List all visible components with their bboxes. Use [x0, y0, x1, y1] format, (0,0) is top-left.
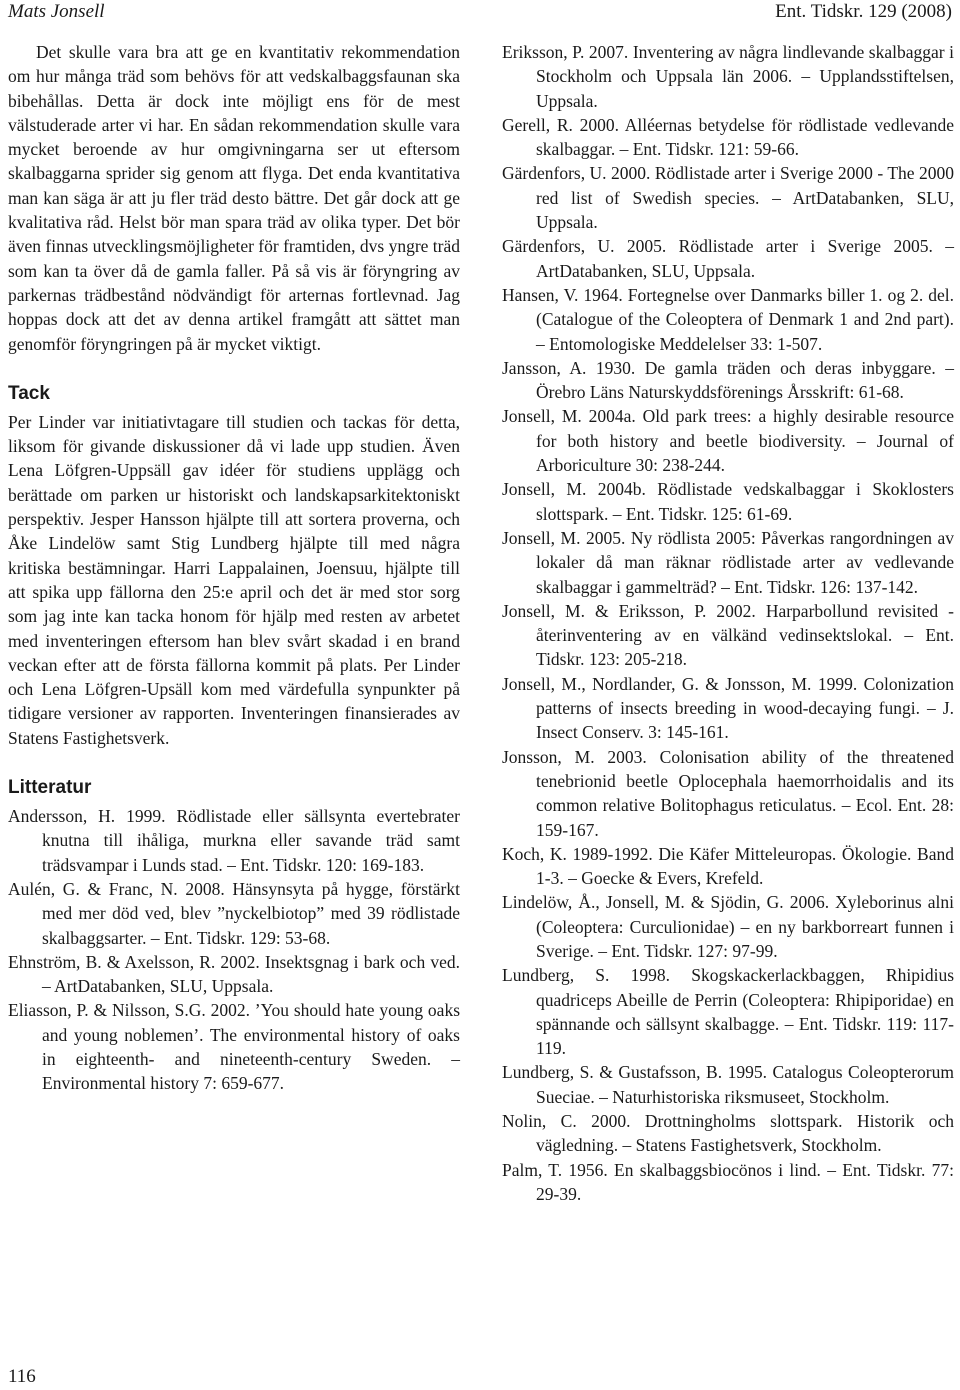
page-number: 116	[8, 1366, 36, 1387]
reference-item: Jonsell, M. 2004a. Old park trees: a highly desirable resource for both history and beetle biodiversity. – Journal of Arboriculture 30: 238-244.	[502, 406, 954, 476]
reference-item: Jansson, A. 1930. De gamla träden och deras inbyggare. – Örebro Läns Naturskyddsförenings Årsskrift: 61-68.	[502, 357, 954, 403]
reference-item: Lindelöw, Å., Jonsell, M. & Sjödin, G. 2006. Xyleborinus alni (Coleoptera: Curculionidae) – en ny barkborreart funnen i Sverige. – Ent. Tidskr. 127: 97-99.	[502, 892, 954, 961]
reference-item: Gerell, R. 2000. Alléernas betydelse för rödlistade vedlevande skalbaggar. – Ent. Tidskr. 121: 59-66.	[502, 114, 954, 160]
reference-item: Ehnström, B. & Axelsson, R. 2002. Insektsgnag i bark och ved. – ArtDatabanken, SLU, Uppsala.	[8, 951, 460, 997]
tack-paragraph: Per Linder var initiativtagare till studien och tackas för detta, liksom för givande diskussioner då vi lade upp studien. Även Lena Löfgren-Uppsäll gav idéer för studiens upplägg och berättade om parken ur historiskt och landskapsarkitektoniskt perspektiv. Jesper Hansson hjälpte till att sortera proverna, och Åke Lindelöw samt Stig Lundberg hjälpte till med några kritiska bestämningar. Harri Lappalainen, Joensuu, hjälpte till att spika upp fällorna den 25:e april och det är med stor sorg som jag inte kan tacka honom för hjälp med resten av arbetet med inventeringen eftersom han blev svårt skadad i en brand veckan efter att de första fällorna kommit på plats. Per Linder och Lena Löfgren-Upsäll kom med värdefulla synpunkter på tidigare versioner av rapporten. Inventeringen finansierades av Statens Fastighetsverk.	[8, 411, 460, 748]
reference-item: Hansen, V. 1964. Fortegnelse over Danmarks biller 1. og 2. del. (Catalogue of the Coleoptera of Denmark 1 and 2nd part). – Entomologiske Meddelelser 33: 1-507.	[502, 284, 954, 354]
reference-item: Gärdenfors, U. 2005. Rödlistade arter i Sverige 2005. – ArtDatabanken, SLU, Uppsala.	[502, 236, 954, 281]
reference-item: Jonsson, M. 2003. Colonisation ability of the threatened tenebrionid beetle Oplocephala haemorrhoidalis and its common relative Bolitophagus reticulatus. – Ecol. Ent. 28: 159-167.	[502, 746, 954, 840]
running-head-journal: Ent. Tidskr. 129 (2008)	[775, 1, 952, 22]
tack-heading: Tack	[8, 382, 50, 404]
reference-item: Jonsell, M. & Eriksson, P. 2002. Harparbollund revisited - återinventering av en välkänd vedinsektslokal. – Ent. Tidskr. 123: 205-218.	[502, 600, 954, 670]
reference-item: Lundberg, S. & Gustafsson, B. 1995. Catalogus Coleopterorum Sueciae. – Naturhistoriska riksmuseet, Stockholm.	[502, 1062, 954, 1107]
reference-item: Koch, K. 1989-1992. Die Käfer Mitteleuropas. Ökologie. Band 1-3. – Goecke & Evers, Krefeld.	[502, 843, 954, 889]
reference-item: Gärdenfors, U. 2000. Rödlistade arter i Sverige 2000 - The 2000 red list of Swedish species. – ArtDatabanken, SLU, Uppsala.	[502, 163, 954, 233]
reference-item: Jonsell, M. 2005. Ny rödlista 2005: Påverkas rangordningen av lokaler då man räknar rödlistade arter av vedlevande skalbaggar i gammelträd? – Ent. Tidskr. 126: 137-142.	[502, 527, 954, 597]
reference-item: Andersson, H. 1999. Rödlistade eller sällsynta evertebrater knutna till ihåliga, murkna eller savande träd samt trädsvampar i Lunds stad. – Ent. Tidskr. 120: 169-183.	[8, 806, 460, 875]
reference-item: Jonsell, M., Nordlander, G. & Jonsson, M. 1999. Colonization patterns of insects breeding in wood-decaying fungi. – J. Insect Conserv. 3: 145-161.	[502, 673, 954, 743]
reference-item: Eliasson, P. & Nilsson, S.G. 2002. ’You should hate young oaks and young noblemen’. The environmental history of oaks in eighteenth- and nineteenth-century Sweden. – Environmental history 7: 659-677.	[8, 1000, 460, 1094]
reference-list-right	[502, 40, 954, 1206]
intro-paragraph: Det skulle vara bra att ge en kvantitativ rekommendation om hur många träd som behövs för att vedskalbaggsfaunan ska bibehållas. Detta är dock inte möjligt ens för de mest välstuderade arter vi har. En sådan rekommendation skulle vara mycket beroende av hur omgivningarna ser ut eftersom skalbaggarna sprider sig genom att flyga. Det enda kvantitativa man kan säga är att ju fler träd desto bättre. Det går dock att ge kvalitativa råd. Helst bör man spara träd av olika typer. Det bör även finnas utvecklingsmöjligheter för framtiden, dvs yngre träd som kan ta över då de gamla faller. På så vis är föryngring av parkernas trädbestånd nödvändigt för arternas fortlevnad. Jag hoppas dock att det av denna artikel framgått att sättet man genomför föryngringen på är mycket viktigt.	[8, 42, 460, 354]
reference-item: Aulén, G. & Franc, N. 2008. Hänsynsyta på hygge, förstärkt med mer död ved, blev ”nyckelbiotop” med 39 rödlistade skalbaggsarter. – Ent. Tidskr. 129: 53-68.	[8, 878, 460, 948]
reference-item: Nolin, C. 2000. Drottningholms slottspark. Historik och vägledning. – Statens Fastighetsverk, Stockholm.	[502, 1111, 954, 1156]
reference-list-left	[8, 804, 460, 1096]
left-column	[8, 40, 460, 1096]
litteratur-heading: Litteratur	[8, 777, 92, 799]
reference-item: Eriksson, P. 2007. Inventering av några lindlevande skalbaggar i Stockholm och Uppsala län 2006. – Upplandsstiftelsen, Uppsala.	[502, 42, 954, 111]
reference-item: Palm, T. 1956. En skalbaggsbiocönos i lind. – Ent. Tidskr. 77: 29-39.	[502, 1159, 954, 1204]
right-column	[502, 40, 954, 1206]
reference-item: Jonsell, M. 2004b. Rödlistade vedskalbaggar i Skoklosters slottspark. – Ent. Tidskr. 125: 61-69.	[502, 479, 954, 524]
reference-item: Lundberg, S. 1998. Skogskackerlackbaggen, Rhipidius quadriceps Abeille de Perrin (Coleoptera: Rhipiporidae) en spännande och sällsynt skalbagge. – Ent. Tidskr. 119: 117-119.	[502, 965, 954, 1059]
running-head-author: Mats Jonsell	[8, 1, 105, 22]
